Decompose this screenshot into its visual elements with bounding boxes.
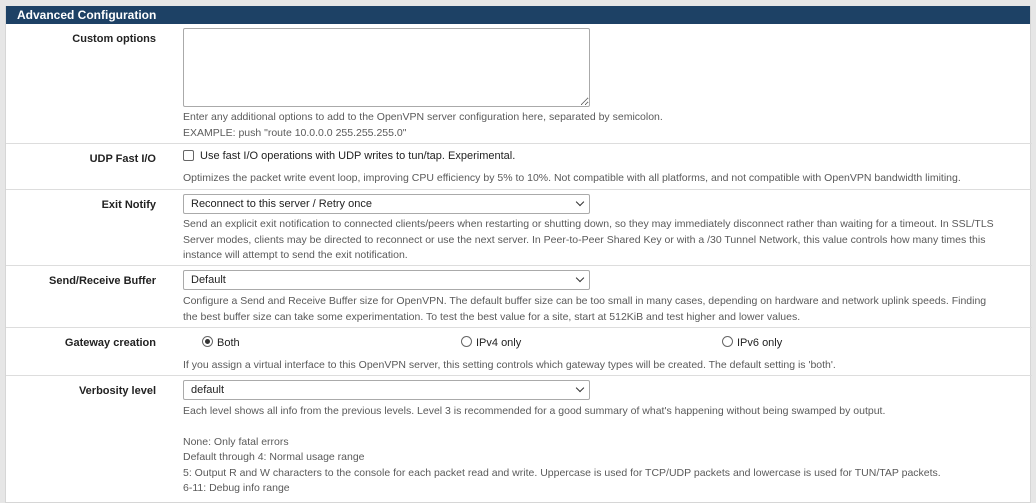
buffer-selected: Default — [191, 274, 226, 286]
row-udp-fast-io — [6, 144, 1032, 190]
udp-fast-io-checkbox-label: Use fast I/O operations with UDP writes to tun/tap. Experimental. — [200, 150, 516, 162]
verbosity-help-line4: 5: Output R and W characters to the console for each packet read and write. Uppercase is used for TCP/UDP packets and lowercase is used for TUN/TAP packets. — [183, 466, 941, 479]
udp-fast-io-label: UDP Fast I/O — [89, 153, 156, 165]
verbosity-help-line1: Each level shows all info from the previous levels. Level 3 is recommended for a good summary of what's happening without being swamped by output. — [183, 405, 886, 417]
row-custom-options — [6, 24, 1032, 144]
advanced-configuration-panel — [5, 6, 1031, 503]
exit-notify-selected: Reconnect to this server / Retry once — [191, 198, 372, 210]
row-send-receive-buffer — [6, 266, 1032, 328]
verbosity-help-line2: None: Only fatal errors — [183, 435, 289, 448]
exit-notify-help-line3: instance will attempt to send the exit notification. — [183, 249, 408, 261]
radio-checked-icon — [202, 336, 213, 347]
panel-title: Advanced Configuration — [6, 6, 1030, 24]
radio-icon — [722, 336, 733, 347]
exit-notify-help-line1: Send an explicit exit notification to connected clients/peers when restarting or shutting down, so they may immediately disconnect rather than waiting for a timeout. In SSL/TLS — [183, 218, 994, 230]
row-gateway-creation — [6, 328, 1032, 376]
row-verbosity-level — [6, 376, 1032, 503]
chevron-down-icon — [576, 274, 584, 282]
exit-notify-label: Exit Notify — [101, 199, 156, 211]
chevron-down-icon — [576, 198, 584, 206]
gateway-option-ipv6[interactable]: IPv6 only — [722, 336, 782, 349]
custom-options-label: Custom options — [72, 33, 156, 45]
verbosity-selected: default — [191, 384, 225, 396]
verbosity-select[interactable] — [183, 380, 590, 400]
custom-options-textarea[interactable] — [183, 28, 590, 107]
exit-notify-help-line2: Server modes, clients may be directed to reconnect or use the next server. In Peer-to-Peer Shared Key or with a /30 Tunnel Network, this value controls how many times this — [183, 233, 986, 246]
custom-options-example: EXAMPLE: push "route 10.0.0.0 255.255.255.0" — [183, 126, 407, 139]
custom-options-help: Enter any additional options to add to the OpenVPN server configuration here, separated by semicolon. — [183, 111, 663, 123]
gateway-option-ipv4[interactable]: IPv4 only — [461, 336, 521, 349]
gateway-help: If you assign a virtual interface to this OpenVPN server, this setting controls which gateway types will be created. The default setting is 'both'. — [183, 359, 836, 371]
udp-fast-io-checkbox[interactable] — [183, 150, 194, 161]
buffer-select[interactable] — [183, 270, 590, 290]
verbosity-label: Verbosity level — [78, 385, 156, 397]
buffer-help-line1: Configure a Send and Receive Buffer size for OpenVPN. The default buffer size can be too small in many cases, depending on hardware and network uplink speeds. Finding — [183, 295, 987, 307]
buffer-label: Send/Receive Buffer — [49, 275, 156, 287]
verbosity-help-line5: 6-11: Debug info range — [183, 482, 290, 494]
verbosity-help-line3: Default through 4: Normal usage range — [183, 451, 365, 463]
radio-icon — [461, 336, 472, 347]
row-exit-notify — [6, 190, 1032, 266]
chevron-down-icon — [576, 384, 584, 392]
buffer-help-line2: the best buffer size can take some experimentation. To test the best value for a site, start at 512KiB and test higher and lower values. — [183, 310, 801, 323]
udp-fast-io-help: Optimizes the packet write event loop, improving CPU efficiency by 5% to 10%. Not compatible with all platforms, and not compatible with OpenVPN bandwidth limiting. — [183, 172, 961, 184]
gateway-label: Gateway creation — [64, 337, 156, 349]
gateway-option-both[interactable]: Both — [202, 336, 240, 349]
exit-notify-select[interactable] — [183, 194, 590, 214]
